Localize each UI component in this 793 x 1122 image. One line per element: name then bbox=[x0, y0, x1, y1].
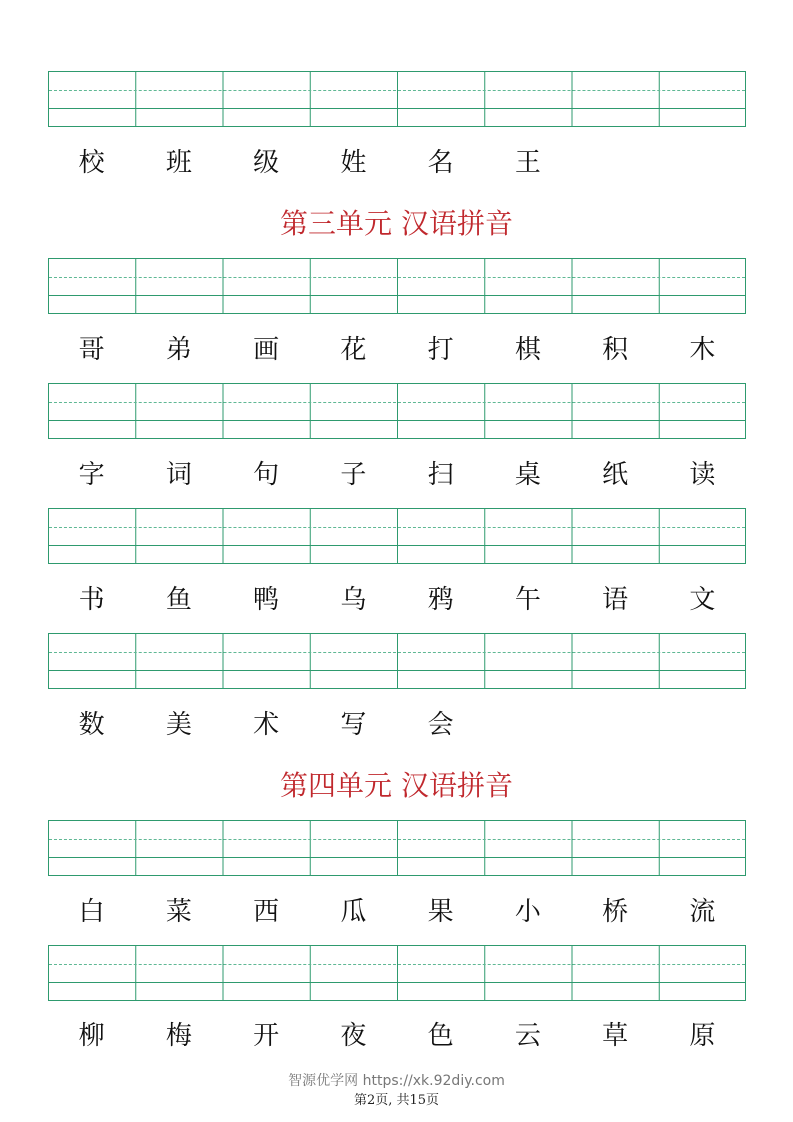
character: 夜 bbox=[340, 1021, 367, 1051]
character: 语 bbox=[602, 585, 629, 615]
footer-source: 智源优学网 https://xk.92diy.com bbox=[288, 1073, 505, 1089]
character: 词 bbox=[165, 460, 192, 490]
character: 弟 bbox=[165, 335, 192, 365]
character: 鱼 bbox=[165, 585, 192, 615]
unit-title: 第三单元 汉语拼音 bbox=[280, 207, 513, 240]
character: 草 bbox=[602, 1021, 629, 1051]
character: 云 bbox=[514, 1021, 541, 1051]
character: 鸭 bbox=[253, 585, 280, 615]
pinyin-writing-grid bbox=[48, 258, 746, 314]
pinyin-writing-grid bbox=[48, 633, 746, 689]
character: 子 bbox=[340, 460, 367, 490]
character: 书 bbox=[78, 585, 105, 615]
character: 瓜 bbox=[340, 897, 367, 927]
pinyin-writing-grid bbox=[48, 945, 746, 1001]
character: 菜 bbox=[165, 897, 192, 927]
character: 班 bbox=[165, 148, 192, 178]
character-row bbox=[48, 330, 746, 370]
character: 数 bbox=[78, 710, 105, 740]
character-row bbox=[48, 143, 746, 183]
character-row bbox=[48, 1016, 746, 1056]
character: 哥 bbox=[78, 335, 105, 365]
character: 会 bbox=[427, 710, 454, 740]
character: 棋 bbox=[514, 335, 541, 365]
character: 西 bbox=[253, 897, 280, 927]
character: 色 bbox=[427, 1021, 454, 1051]
character: 读 bbox=[689, 460, 716, 490]
character: 名 bbox=[427, 148, 454, 178]
character-row bbox=[48, 705, 746, 745]
character: 王 bbox=[514, 148, 541, 178]
character: 流 bbox=[689, 897, 716, 927]
pinyin-writing-grid bbox=[48, 71, 746, 127]
pinyin-writing-grid bbox=[48, 508, 746, 564]
character bbox=[484, 705, 571, 745]
character: 桌 bbox=[514, 460, 541, 490]
character: 鸦 bbox=[427, 585, 454, 615]
character: 写 bbox=[340, 710, 367, 740]
character-row bbox=[48, 580, 746, 620]
character: 字 bbox=[78, 460, 105, 490]
character: 梅 bbox=[165, 1021, 192, 1051]
character: 打 bbox=[427, 335, 454, 365]
character: 木 bbox=[689, 335, 716, 365]
character bbox=[659, 705, 746, 745]
pinyin-writing-grid bbox=[48, 383, 746, 439]
character: 花 bbox=[340, 335, 367, 365]
character: 文 bbox=[689, 585, 716, 615]
character: 级 bbox=[253, 148, 280, 178]
character: 句 bbox=[253, 460, 280, 490]
character: 积 bbox=[602, 335, 629, 365]
character: 术 bbox=[253, 710, 280, 740]
character: 乌 bbox=[340, 585, 367, 615]
character: 开 bbox=[253, 1021, 280, 1051]
page-number: 第2页, 共15页 bbox=[353, 1093, 440, 1108]
character: 白 bbox=[78, 897, 105, 927]
character: 纸 bbox=[602, 460, 629, 490]
character: 校 bbox=[78, 148, 105, 178]
character: 扫 bbox=[427, 460, 454, 490]
character-row bbox=[48, 455, 746, 495]
character: 午 bbox=[514, 585, 541, 615]
character-row bbox=[48, 892, 746, 932]
pinyin-writing-grid bbox=[48, 820, 746, 876]
character: 原 bbox=[689, 1021, 716, 1051]
character: 柳 bbox=[78, 1021, 105, 1051]
unit-title: 第四单元 汉语拼音 bbox=[280, 769, 513, 802]
character bbox=[572, 143, 659, 183]
character: 姓 bbox=[340, 148, 367, 178]
character: 美 bbox=[165, 710, 192, 740]
character: 桥 bbox=[602, 897, 629, 927]
character bbox=[572, 705, 659, 745]
character: 果 bbox=[427, 897, 454, 927]
character: 画 bbox=[253, 335, 280, 365]
character bbox=[659, 143, 746, 183]
character: 小 bbox=[514, 897, 541, 927]
